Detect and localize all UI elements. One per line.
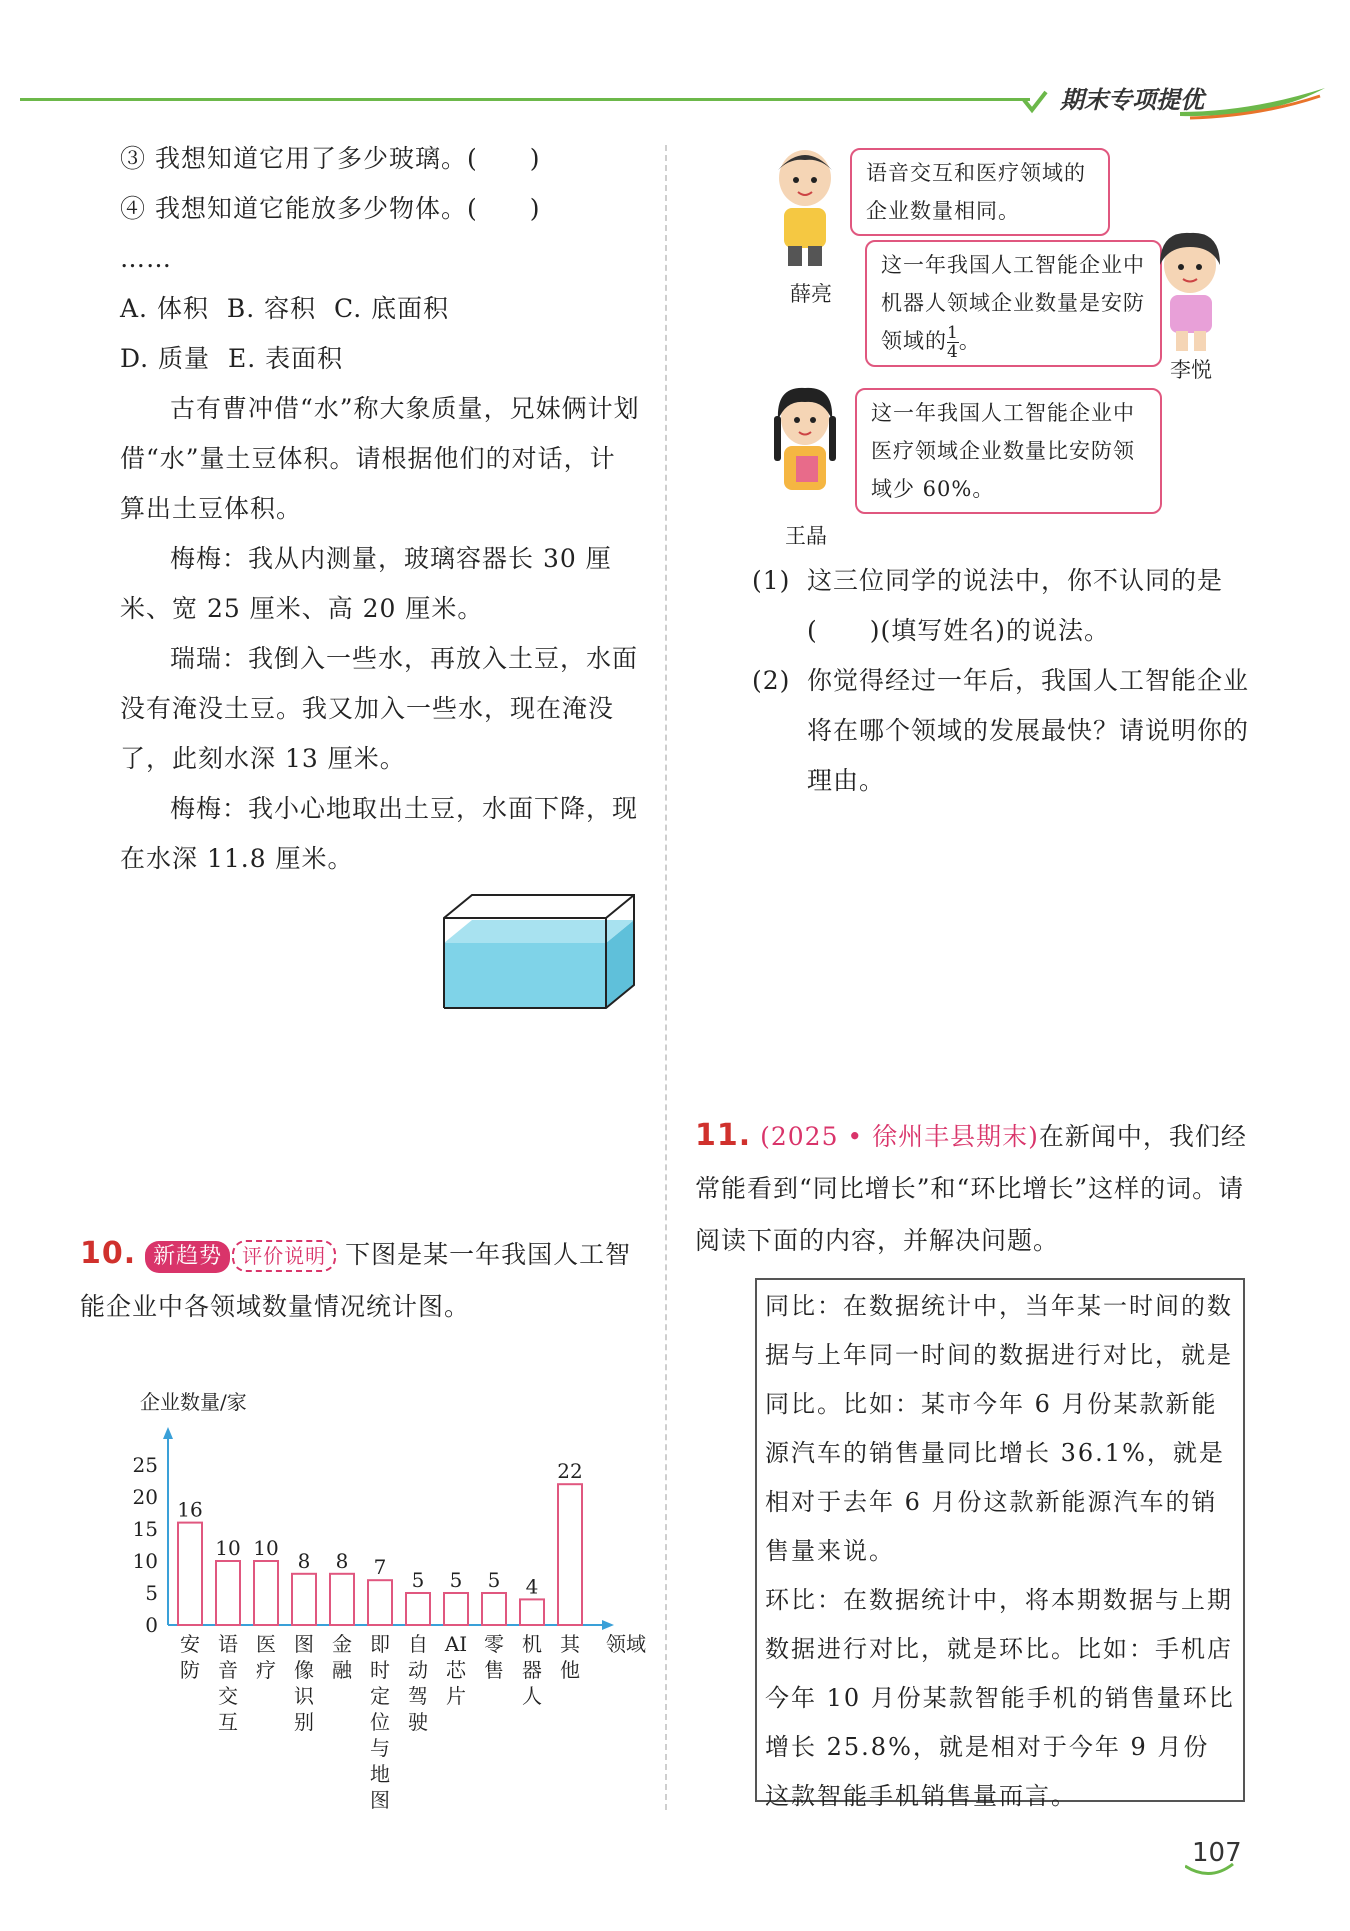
speech-bubble-liyue: 这一年我国人工智能企业中机器人领域企业数量是安防领域的 $\frac{1}{4}$ 。 [865, 240, 1162, 367]
data-label: 5 [449, 1568, 463, 1592]
page-swoosh-icon [1185, 1862, 1235, 1882]
data-label: 10 [253, 1536, 279, 1560]
data-label: 5 [411, 1568, 425, 1592]
y-axis-label: 企业数量/家 [140, 1390, 247, 1414]
category-label: 语 [218, 1632, 238, 1656]
category-label: 音 [218, 1658, 238, 1682]
category-label: 芯 [446, 1658, 466, 1682]
x-axis-label: 领域 [606, 1632, 646, 1656]
question-number: 10. [80, 1236, 137, 1271]
question-11 [695, 1110, 1250, 1267]
category-label: 驶 [408, 1710, 428, 1734]
question-number: 11. [695, 1118, 752, 1153]
bar-chart [120, 1385, 650, 1825]
name-wangjing: 王晶 [785, 524, 827, 548]
category-label: 别 [294, 1710, 314, 1734]
name-liyue: 李悦 [1170, 358, 1212, 382]
definition-mom: 环比：在数据统计中，将本期数据与上期数据进行对比，就是环比。比如：手机店今年 10 月份某款智能手机的销售量环比增长 25.8%，就是相对于今年 9 月份这款智能手机销售量而言。 [765, 1586, 1235, 1810]
category-label: 识 [294, 1684, 314, 1708]
tag-new-trend: 新趋势 [145, 1241, 230, 1273]
category-label: 互 [218, 1710, 238, 1734]
category-label: 自 [408, 1632, 428, 1656]
definition-box [755, 1278, 1245, 1810]
header-rule [20, 98, 1030, 101]
category-label: 他 [560, 1658, 580, 1682]
girl-liyue-figure [1140, 225, 1240, 355]
category-label: 定 [370, 1684, 390, 1708]
category-label: 交 [218, 1684, 238, 1708]
y-tick-label: 25 [132, 1453, 158, 1477]
bar [520, 1599, 544, 1625]
fraction: $\frac{1}{4}$ [947, 323, 959, 362]
y-axis-arrow [163, 1427, 173, 1439]
category-label: 地 [370, 1762, 390, 1786]
name-xueliang: 薛亮 [790, 282, 832, 306]
category-label: 动 [408, 1658, 428, 1682]
category-label: 防 [180, 1658, 200, 1682]
header-title: 期末专项提优 [1060, 86, 1204, 114]
category-label: 与 [370, 1736, 390, 1760]
definition-yoy: 同比：在数据统计中，当年某一时间的数据与上年同一时间的数据进行对比，就是同比。比如：某市今年 6 月份某款新能源汽车的销售量同比增长 36.1%，就是相对于去年 6 月份这款新能源汽车的销售量来说。 [765, 1292, 1233, 1565]
bar [216, 1561, 240, 1625]
question-source: (2025 • 徐州丰县期末) [760, 1122, 1039, 1151]
y-tick-label: 15 [132, 1517, 158, 1541]
category-label: 图 [294, 1632, 314, 1656]
category-label: 疗 [256, 1658, 276, 1682]
category-label: 金 [332, 1632, 352, 1656]
category-label: 图 [370, 1788, 390, 1812]
bar [558, 1484, 582, 1625]
category-label: 医 [256, 1632, 276, 1656]
bar [406, 1593, 430, 1625]
bar [178, 1523, 202, 1625]
tag-evaluation: 评价说明 [232, 1240, 336, 1272]
dialog-meimei-2: 梅梅：我小心地取出土豆，水面下降，现在水深 11.8 厘米。 [120, 794, 639, 873]
girl-wangjing-figure [760, 380, 850, 515]
data-label: 4 [525, 1574, 539, 1599]
category-label: 像 [294, 1658, 314, 1682]
check-leaf-icon [1020, 88, 1050, 118]
options-line-2: D. 质量 E. 表面积 [120, 344, 344, 373]
category-label: 零 [484, 1632, 504, 1656]
question-10 [80, 1228, 640, 1333]
data-label: 8 [335, 1548, 349, 1573]
category-label: 即 [370, 1632, 390, 1656]
header-swoosh-icon [1180, 82, 1330, 122]
bar [368, 1580, 392, 1625]
question-text: 在新闻中，我们经常能看到“同比增长”和“环比增长”这样的词。请阅读下面的内容，并解决问题。 [695, 1122, 1247, 1255]
y-tick-label: 10 [132, 1549, 158, 1573]
speech-bubble-wangjing: 这一年我国人工智能企业中医疗领域企业数量比安防领域少 60%。 [855, 388, 1162, 514]
dialog-meimei-1: 梅梅：我从内测量，玻璃容器长 30 厘米、宽 25 厘米、高 20 厘米。 [120, 544, 612, 623]
category-label: 片 [446, 1684, 466, 1708]
bar [330, 1574, 354, 1625]
y-tick-label: 5 [145, 1581, 158, 1605]
x-axis-arrow [602, 1620, 614, 1630]
category-label: 融 [332, 1658, 352, 1682]
data-label: 10 [215, 1536, 241, 1560]
data-label: 16 [177, 1497, 203, 1522]
category-label: 器 [522, 1658, 542, 1682]
problem-intro: 古有曹冲借“水”称大象质量，兄妹俩计划借“水”量土豆体积。请根据他们的对话，计算出土豆体积。 [120, 394, 640, 523]
category-label: 人 [522, 1684, 542, 1708]
glass-container-figure [440, 890, 640, 1015]
data-label: 5 [487, 1568, 501, 1592]
category-label: 售 [484, 1658, 504, 1682]
dialog-ruirui: 瑞瑞：我倒入一些水，再放入土豆，水面没有淹没土豆。我又加入一些水，现在淹没了，此刻水深 13 厘米。 [120, 644, 639, 773]
item-ellipsis: …… [120, 244, 172, 273]
boy-xueliang-figure [760, 140, 850, 270]
category-label: 位 [370, 1710, 390, 1734]
page-number: 107 [1192, 1838, 1242, 1868]
data-label: 7 [373, 1555, 387, 1580]
speech-bubble-xueliang: 语音交互和医疗领域的企业数量相同。 [850, 148, 1110, 236]
sub-question-2: (2) 你觉得经过一年后，我国人工智能企业将在哪个领域的发展最快？请说明你的理由。 [752, 666, 1250, 795]
category-label: 其 [560, 1632, 580, 1656]
category-label: 时 [370, 1658, 390, 1682]
category-label: 机 [522, 1632, 542, 1656]
question-items [120, 134, 640, 884]
y-tick-label: 0 [145, 1613, 158, 1637]
bar [254, 1561, 278, 1625]
question-text: 下图是某一年我国人工智能企业中各领域数量情况统计图。 [80, 1240, 632, 1321]
bar [444, 1593, 468, 1625]
data-label: 22 [557, 1459, 583, 1484]
item-4: ④ 我想知道它能放多少物体。( ) [120, 194, 541, 223]
item-3: ③ 我想知道它用了多少玻璃。( ) [120, 144, 541, 173]
category-label: 安 [180, 1632, 200, 1656]
y-tick-label: 20 [132, 1485, 158, 1509]
bar [292, 1574, 316, 1625]
sub-question-1: (1) 这三位同学的说法中，你不认同的是( )(填写姓名)的说法。 [752, 566, 1224, 645]
column-divider [665, 145, 667, 1810]
category-label: AI [444, 1632, 468, 1656]
bar [482, 1593, 506, 1625]
options-line-1: A. 体积 B. 容积 C. 底面积 [120, 294, 450, 323]
category-label: 驾 [408, 1684, 428, 1708]
data-label: 8 [297, 1548, 311, 1573]
